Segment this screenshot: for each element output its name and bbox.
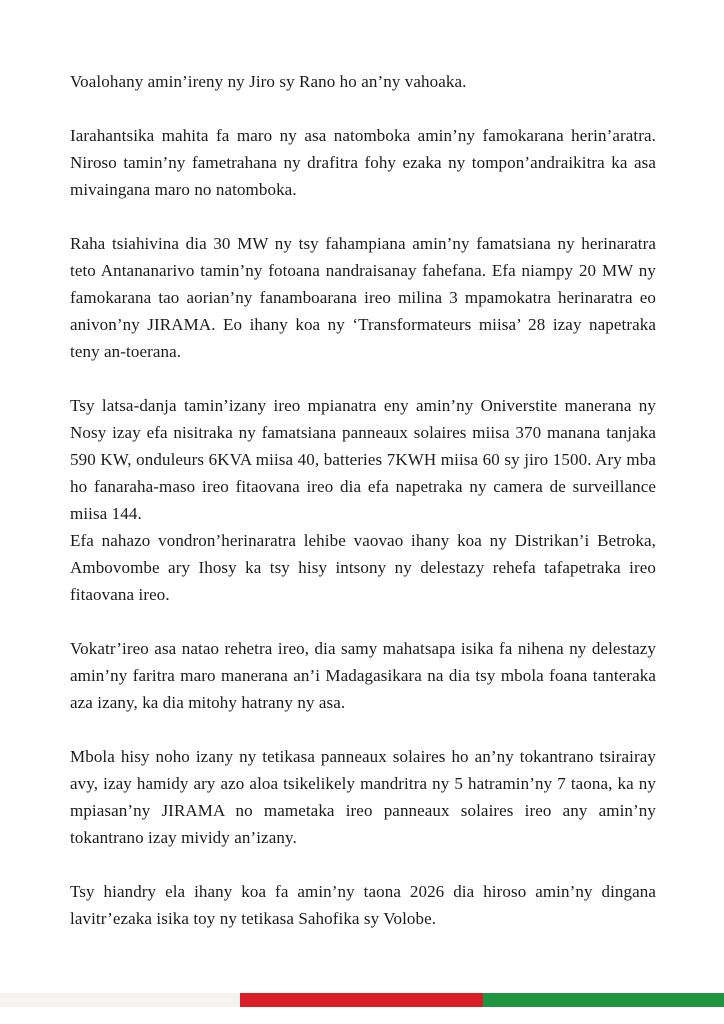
footer-flag-bar xyxy=(0,993,724,1007)
document-body xyxy=(70,68,656,959)
flag-bar-segment-white xyxy=(0,993,240,1007)
paragraph: Tsy latsa-danja tamin’izany ireo mpianatra eny amin’ny Oniverstite manerana ny Nosy izay efa nisitraka ny famatsiana panneaux solaires miisa 370 manana tanjaka 590 KW, onduleurs 6KVA miisa 40, batteries 7KWH miisa 60 sy jiro 1500. Ary mba ho fanaraha-maso ireo fitaovana ireo dia efa napetraka ny camera de surveillance miisa 144. xyxy=(70,396,656,523)
flag-bar-segment-red xyxy=(240,993,483,1007)
paragraph: Iarahantsika mahita fa maro ny asa natomboka amin’ny famokarana herin’aratra. Niroso tamin’ny fametrahana ny drafitra fohy ezaka ny tompon’andraikitra ka asa mivaingana maro no natomboka. xyxy=(70,126,656,199)
paragraph: Voalohany amin’ireny ny Jiro sy Rano ho an’ny vahoaka. xyxy=(70,72,467,91)
flag-bar-segment-green xyxy=(483,993,724,1007)
paragraph: Raha tsiahivina dia 30 MW ny tsy fahampiana amin’ny famatsiana ny herinaratra teto Antananarivo tamin’ny fotoana nandraisanay fahefana. Efa niampy 20 MW ny famokarana tao aorian’ny fanamboarana ireo milina 3 mpamokatra herinaratra eo anivon’ny JIRAMA. Eo ihany koa ny ‘Transformateurs miisa’ 28 izay napetraka teny an-toerana. xyxy=(70,234,656,361)
paragraph: Mbola hisy noho izany ny tetikasa panneaux solaires ho an’ny tokantrano tsirairay avy, izay hamidy ary azo aloa tsikelikely mandritra ny 5 hatramin’ny 7 taona, ka ny mpiasan’ny JIRAMA no mametaka ireo panneaux solaires ireo any amin’ny tokantrano izay mividy an’izany. xyxy=(70,747,656,847)
paragraph: Vokatr’ireo asa natao rehetra ireo, dia samy mahatsapa isika fa nihena ny delestazy amin’ny faritra maro manerana an’i Madagasikara na dia tsy mbola foana tanteraka aza izany, ka dia mitohy hatrany ny asa. xyxy=(70,639,656,712)
paragraph: Efa nahazo vondron’herinaratra lehibe vaovao ihany koa ny Distrikan’i Betroka, Ambovombe ary Ihosy ka tsy hisy intsony ny delestazy rehefa tafapetraka ireo fitaovana ireo. xyxy=(70,531,656,604)
paragraph: Tsy hiandry ela ihany koa fa amin’ny taona 2026 dia hiroso amin’ny dingana lavitr’ezaka isika toy ny tetikasa Sahofika sy Volobe. xyxy=(70,882,656,928)
